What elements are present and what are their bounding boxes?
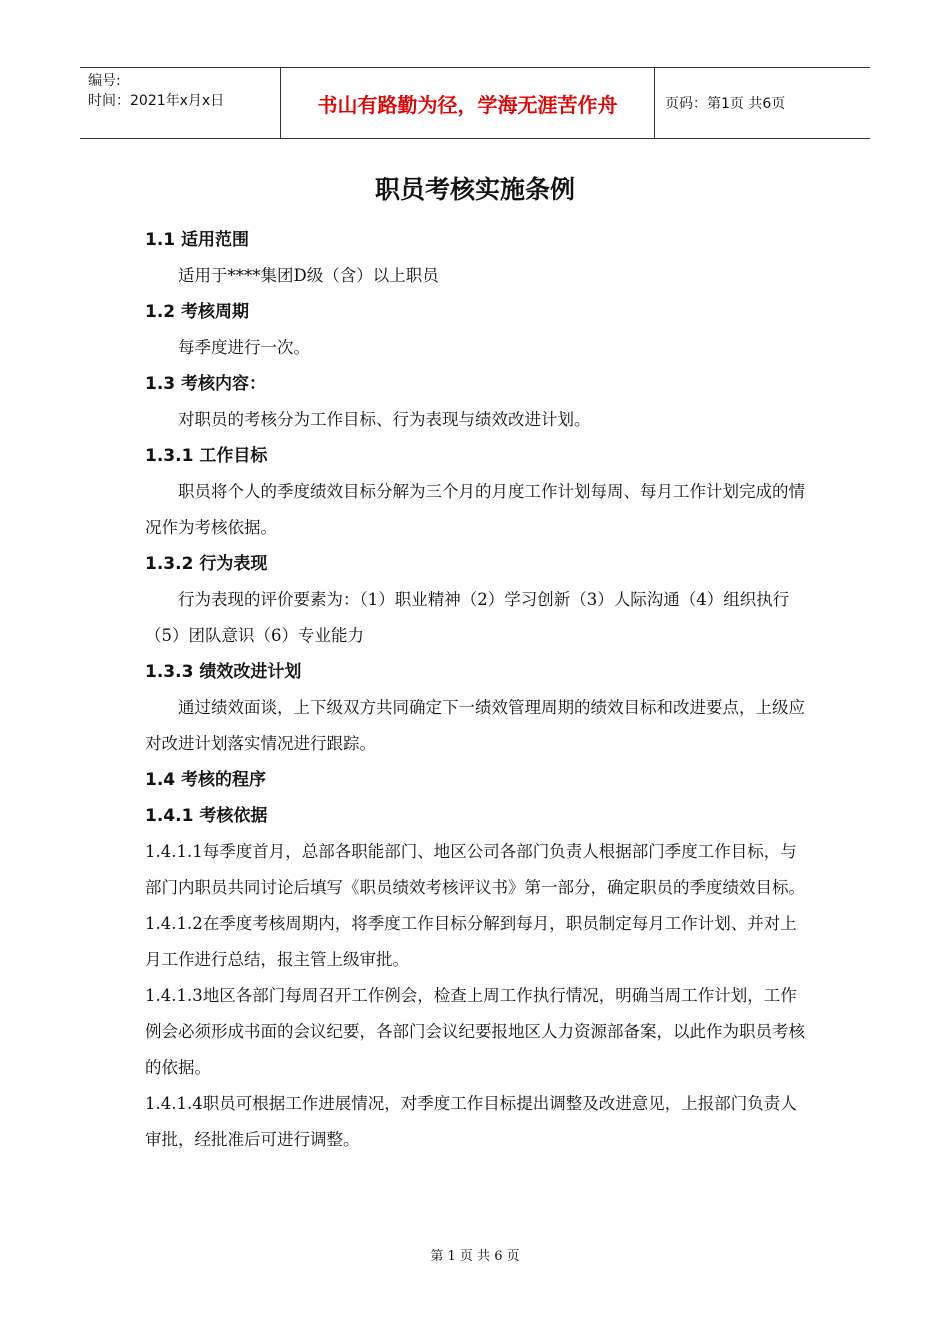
- header-left-cell: [80, 68, 280, 138]
- section-text: 职员将个人的季度绩效目标分解为三个月的月度工作计划每周、每月工作计划完成的情况作为考核依据。: [145, 482, 805, 537]
- section-text: 每季度进行一次。: [178, 338, 310, 357]
- section-text: 通过绩效面谈，上下级双方共同确定下一绩效管理周期的绩效目标和改进要点，上级应对改进计划落实情况进行跟踪。: [145, 698, 805, 753]
- time-label: 时间：2021年x月x日: [88, 93, 225, 109]
- section-heading: 1.3.1 工作目标: [145, 446, 268, 466]
- section-text: 行为表现的评价要素为：（1）职业精神（2）学习创新（3）人际沟通（4）组织执行（5）团队意识（6）专业能力: [145, 590, 790, 645]
- header-table: [80, 67, 870, 139]
- page-footer: 第 1 页 共 6 页: [430, 1249, 520, 1264]
- section-heading: 1.2 考核周期: [145, 302, 250, 322]
- document-body: [145, 222, 807, 1158]
- section-heading: 1.3.3 绩效改进计划: [145, 662, 302, 682]
- section-text: 对职员的考核分为工作目标、行为表现与绩效改进计划。: [178, 410, 591, 429]
- section-heading: 1.3 考核内容：: [145, 374, 267, 394]
- list-item: 1.4.1.4职员可根据工作进展情况，对季度工作目标提出调整及改进意见，上报部门负责人审批，经批准后可进行调整。: [145, 1094, 797, 1149]
- section-heading: 1.4 考核的程序: [145, 770, 267, 790]
- list-item: 1.4.1.2在季度考核周期内，将季度工作目标分解到每月，职员制定每月工作计划、并对上月工作进行总结，报主管上级审批。: [145, 914, 797, 969]
- section-heading: 1.4.1 考核依据: [145, 806, 268, 826]
- section-heading: 1.3.2 行为表现: [145, 554, 268, 574]
- page-title: 职员考核实施条例: [374, 175, 575, 204]
- slogan: 书山有路勤为径，学海无涯苦作舟: [280, 68, 655, 138]
- number-label: 编号:: [88, 73, 121, 89]
- list-item: 1.4.1.3地区各部门每周召开工作例会，检查上周工作执行情况，明确当周工作计划，工作例会必须形成书面的会议纪要，各部门会议纪要报地区人力资源部备案，以此作为职员考核的依据。: [145, 986, 805, 1077]
- section-text: 适用于****集团D级（含）以上职员: [178, 266, 439, 285]
- section-heading: 1.1 适用范围: [145, 230, 250, 250]
- list-item: 1.4.1.1每季度首月，总部各职能部门、地区公司各部门负责人根据部门季度工作目标，与部门内职员共同讨论后填写《职员绩效考核评议书》第一部分，确定职员的季度绩效目标。: [145, 842, 805, 897]
- page-info: 页码：第1页 共6页: [665, 96, 786, 112]
